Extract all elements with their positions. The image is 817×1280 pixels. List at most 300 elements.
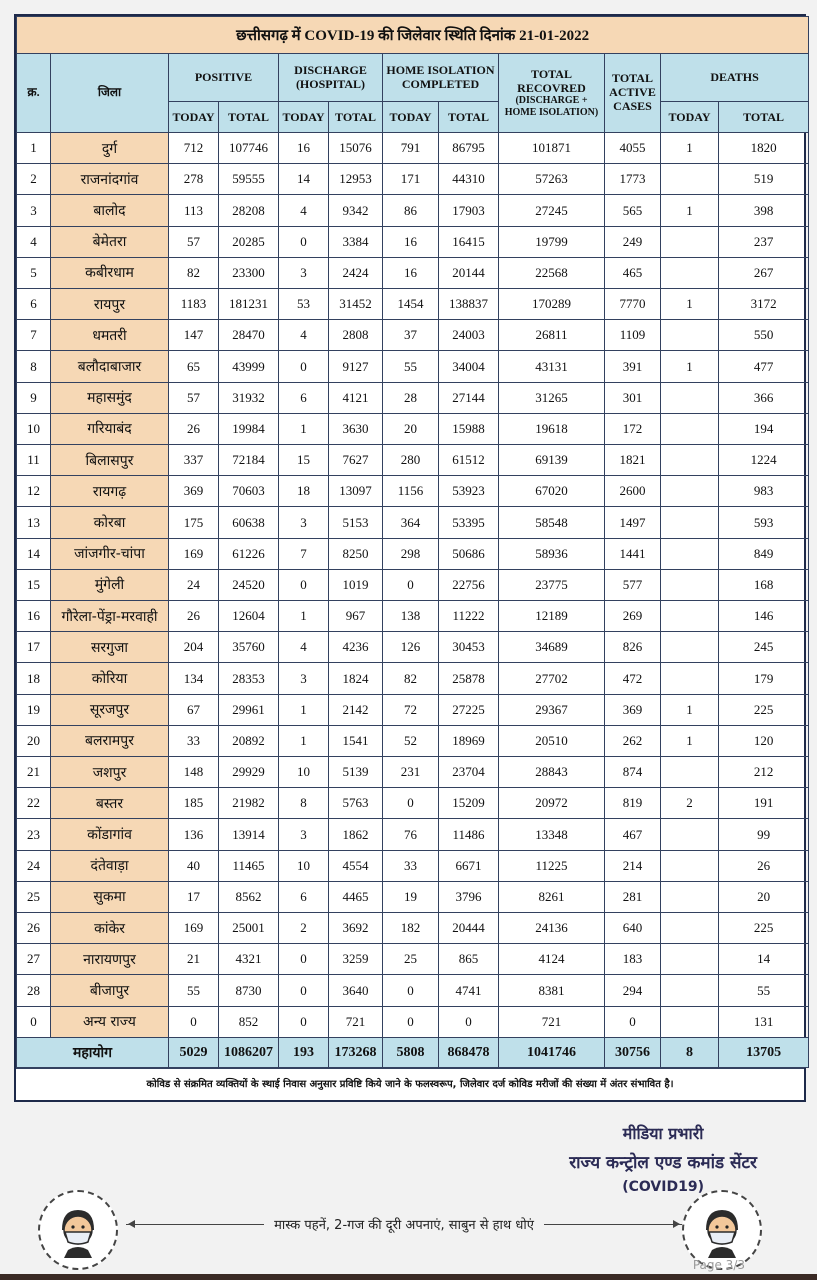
- row-dis-today: 3: [279, 819, 329, 850]
- table-row: [17, 632, 809, 663]
- row-death-total: 477: [719, 351, 809, 382]
- row-pos-today: 337: [169, 445, 219, 476]
- row-dis-today: 0: [279, 1006, 329, 1037]
- row-death-total: 593: [719, 507, 809, 538]
- row-active: 1109: [605, 320, 661, 351]
- row-sr: 26: [17, 913, 51, 944]
- row-dis-total: 3692: [329, 913, 383, 944]
- row-death-today: [661, 975, 719, 1006]
- row-active: 1441: [605, 538, 661, 569]
- row-pos-today: 369: [169, 476, 219, 507]
- row-active: 301: [605, 382, 661, 413]
- row-dis-total: 3384: [329, 226, 383, 257]
- report-title: छत्तीसगढ़ में COVID-19 की जिलेवार स्थिति दिनांक 21-01-2022: [17, 17, 809, 54]
- row-death-today: [661, 413, 719, 444]
- row-home-today: 86: [383, 195, 439, 226]
- row-pos-total: 12604: [219, 601, 279, 632]
- row-pos-total: 25001: [219, 913, 279, 944]
- header-active-line3: CASES: [613, 98, 652, 113]
- row-dis-today: 7: [279, 538, 329, 569]
- row-dis-today: 1: [279, 725, 329, 756]
- row-district: बालोद: [51, 195, 169, 226]
- row-death-today: 2: [661, 788, 719, 819]
- row-active: 1773: [605, 164, 661, 195]
- row-pos-total: 61226: [219, 538, 279, 569]
- row-death-today: [661, 850, 719, 881]
- row-dis-total: 5153: [329, 507, 383, 538]
- row-dis-total: 5139: [329, 757, 383, 788]
- row-home-total: 15209: [439, 788, 499, 819]
- row-pos-today: 147: [169, 320, 219, 351]
- row-dis-total: 4465: [329, 881, 383, 912]
- row-death-total: 20: [719, 881, 809, 912]
- row-recovered: 12189: [499, 601, 605, 632]
- table-row: [17, 694, 809, 725]
- row-dis-total: 721: [329, 1006, 383, 1037]
- row-home-total: 44310: [439, 164, 499, 195]
- footnote: कोविड से संक्रमित व्यक्तियों के स्थाई निवास अनुसार प्रविष्टि किये जाने के फलस्वरूप, जिलेवार दर्ज कोविड मरीजों की संख्या में अंतर संभावित है।: [16, 1068, 804, 1101]
- row-district: जशपुर: [51, 757, 169, 788]
- row-pos-today: 26: [169, 601, 219, 632]
- row-pos-today: 204: [169, 632, 219, 663]
- row-home-total: 27144: [439, 382, 499, 413]
- row-active: 294: [605, 975, 661, 1006]
- row-pos-total: 20892: [219, 725, 279, 756]
- row-sr: 12: [17, 476, 51, 507]
- row-dis-total: 1541: [329, 725, 383, 756]
- row-pos-today: 134: [169, 663, 219, 694]
- row-death-today: 1: [661, 195, 719, 226]
- row-home-today: 138: [383, 601, 439, 632]
- table-row: [17, 1006, 809, 1037]
- table-row: [17, 850, 809, 881]
- row-dis-today: 0: [279, 569, 329, 600]
- header-sr: क्र.: [17, 54, 51, 133]
- table-row: [17, 913, 809, 944]
- grand-total-label: महायोग: [17, 1038, 169, 1068]
- row-recovered: 29367: [499, 694, 605, 725]
- row-dis-total: 31452: [329, 289, 383, 320]
- row-pos-today: 136: [169, 819, 219, 850]
- table-row: [17, 725, 809, 756]
- header-active-line2: ACTIVE: [609, 85, 656, 100]
- row-district: बलरामपुर: [51, 725, 169, 756]
- header-home-line1: HOME ISOLATION: [386, 62, 495, 77]
- table-row: [17, 757, 809, 788]
- row-death-today: [661, 257, 719, 288]
- header-district: जिला: [51, 54, 169, 133]
- row-district: अन्य राज्य: [51, 1006, 169, 1037]
- row-home-today: 182: [383, 913, 439, 944]
- row-pos-today: 185: [169, 788, 219, 819]
- row-district: गौरेला-पेंड्रा-मरवाही: [51, 601, 169, 632]
- row-district: नारायणपुर: [51, 944, 169, 975]
- table-row: [17, 476, 809, 507]
- page-number: Page 3/3: [692, 1258, 745, 1272]
- row-home-today: 171: [383, 164, 439, 195]
- row-dis-total: 3630: [329, 413, 383, 444]
- row-death-total: 1224: [719, 445, 809, 476]
- row-dis-total: 4121: [329, 382, 383, 413]
- row-district: सूरजपुर: [51, 694, 169, 725]
- row-active: 249: [605, 226, 661, 257]
- row-death-total: 191: [719, 788, 809, 819]
- row-home-today: 20: [383, 413, 439, 444]
- row-active: 819: [605, 788, 661, 819]
- row-active: 281: [605, 881, 661, 912]
- row-home-total: 24003: [439, 320, 499, 351]
- row-sr: 10: [17, 413, 51, 444]
- row-death-total: 131: [719, 1006, 809, 1037]
- covid-report-sheet: [14, 14, 806, 1102]
- row-recovered: 13348: [499, 819, 605, 850]
- row-sr: 16: [17, 601, 51, 632]
- table-row: [17, 320, 809, 351]
- row-home-total: 20444: [439, 913, 499, 944]
- row-home-total: 34004: [439, 351, 499, 382]
- row-pos-today: 0: [169, 1006, 219, 1037]
- row-home-today: 298: [383, 538, 439, 569]
- row-active: 1821: [605, 445, 661, 476]
- row-pos-total: 8730: [219, 975, 279, 1006]
- row-home-today: 25: [383, 944, 439, 975]
- table-row: [17, 881, 809, 912]
- row-death-total: 983: [719, 476, 809, 507]
- row-sr: 9: [17, 382, 51, 413]
- table-row: [17, 382, 809, 413]
- row-dis-total: 2142: [329, 694, 383, 725]
- header-deaths-total: TOTAL: [719, 102, 809, 133]
- table-row: [17, 788, 809, 819]
- header-discharge-total: TOTAL: [329, 102, 383, 133]
- row-death-total: 550: [719, 320, 809, 351]
- row-dis-total: 9127: [329, 351, 383, 382]
- row-pos-total: 24520: [219, 569, 279, 600]
- row-recovered: 8261: [499, 881, 605, 912]
- row-dis-total: 3259: [329, 944, 383, 975]
- row-death-total: 99: [719, 819, 809, 850]
- district-status-table: [16, 16, 809, 1068]
- row-home-today: 33: [383, 850, 439, 881]
- row-dis-today: 15: [279, 445, 329, 476]
- row-home-total: 11222: [439, 601, 499, 632]
- row-home-total: 865: [439, 944, 499, 975]
- row-dis-total: 4554: [329, 850, 383, 881]
- row-sr: 14: [17, 538, 51, 569]
- row-dis-today: 1: [279, 694, 329, 725]
- row-recovered: 4124: [499, 944, 605, 975]
- row-pos-today: 169: [169, 538, 219, 569]
- row-recovered: 20972: [499, 788, 605, 819]
- row-pos-today: 175: [169, 507, 219, 538]
- row-home-today: 19: [383, 881, 439, 912]
- row-pos-total: 19984: [219, 413, 279, 444]
- row-sr: 25: [17, 881, 51, 912]
- header-total-active: [605, 54, 661, 133]
- row-death-today: [661, 881, 719, 912]
- row-district: बलौदाबाजार: [51, 351, 169, 382]
- row-death-total: 26: [719, 850, 809, 881]
- row-death-total: 225: [719, 694, 809, 725]
- row-dis-today: 0: [279, 944, 329, 975]
- grand-total-pos-total: 1086207: [219, 1038, 279, 1068]
- table-row: [17, 195, 809, 226]
- row-recovered: 67020: [499, 476, 605, 507]
- row-death-today: 1: [661, 725, 719, 756]
- row-dis-today: 8: [279, 788, 329, 819]
- row-death-total: 237: [719, 226, 809, 257]
- row-sr: 17: [17, 632, 51, 663]
- row-sr: 7: [17, 320, 51, 351]
- row-recovered: 26811: [499, 320, 605, 351]
- row-sr: 6: [17, 289, 51, 320]
- row-home-total: 6671: [439, 850, 499, 881]
- row-home-today: 76: [383, 819, 439, 850]
- row-recovered: 101871: [499, 133, 605, 164]
- row-dis-total: 3640: [329, 975, 383, 1006]
- row-home-total: 30453: [439, 632, 499, 663]
- table-row: [17, 819, 809, 850]
- row-pos-total: 4321: [219, 944, 279, 975]
- header-positive: POSITIVE: [169, 54, 279, 102]
- row-home-today: 52: [383, 725, 439, 756]
- row-dis-total: 4236: [329, 632, 383, 663]
- row-active: 467: [605, 819, 661, 850]
- slogan-bar: [126, 1212, 682, 1236]
- grand-total-death-today: 8: [661, 1038, 719, 1068]
- row-pos-total: 60638: [219, 507, 279, 538]
- row-pos-total: 21982: [219, 788, 279, 819]
- row-dis-today: 14: [279, 164, 329, 195]
- header-discharge-today: TODAY: [279, 102, 329, 133]
- row-home-total: 17903: [439, 195, 499, 226]
- row-recovered: 19618: [499, 413, 605, 444]
- row-dis-today: 3: [279, 257, 329, 288]
- row-active: 2600: [605, 476, 661, 507]
- row-pos-total: 72184: [219, 445, 279, 476]
- row-sr: 11: [17, 445, 51, 476]
- row-active: 269: [605, 601, 661, 632]
- table-row: [17, 164, 809, 195]
- table-row: [17, 413, 809, 444]
- row-pos-today: 24: [169, 569, 219, 600]
- row-home-today: 0: [383, 1006, 439, 1037]
- row-district: धमतरी: [51, 320, 169, 351]
- row-dis-today: 2: [279, 913, 329, 944]
- row-district: बीजापुर: [51, 975, 169, 1006]
- table-row: [17, 601, 809, 632]
- row-dis-total: 1019: [329, 569, 383, 600]
- row-death-total: 212: [719, 757, 809, 788]
- row-dis-total: 2808: [329, 320, 383, 351]
- row-home-total: 15988: [439, 413, 499, 444]
- row-active: 214: [605, 850, 661, 881]
- row-home-today: 82: [383, 663, 439, 694]
- row-pos-total: 181231: [219, 289, 279, 320]
- row-pos-total: 20285: [219, 226, 279, 257]
- row-sr: 24: [17, 850, 51, 881]
- table-row: [17, 663, 809, 694]
- row-recovered: 28843: [499, 757, 605, 788]
- row-active: 465: [605, 257, 661, 288]
- row-pos-total: 35760: [219, 632, 279, 663]
- row-death-total: 146: [719, 601, 809, 632]
- row-home-today: 37: [383, 320, 439, 351]
- row-sr: 18: [17, 663, 51, 694]
- row-district: बस्तर: [51, 788, 169, 819]
- row-home-today: 280: [383, 445, 439, 476]
- row-pos-total: 31932: [219, 382, 279, 413]
- signature-line1: मीडिया प्रभारी: [622, 1124, 704, 1143]
- row-death-today: [661, 663, 719, 694]
- row-home-today: 364: [383, 507, 439, 538]
- header-recovered-line1: TOTAL: [531, 66, 572, 81]
- row-dis-today: 18: [279, 476, 329, 507]
- header-home-line2: COMPLETED: [401, 76, 480, 91]
- table-row: [17, 538, 809, 569]
- header-deaths: DEATHS: [661, 54, 809, 102]
- row-district: सरगुजा: [51, 632, 169, 663]
- row-pos-total: 23300: [219, 257, 279, 288]
- header-discharge-line2: (HOSPITAL): [295, 76, 366, 91]
- grand-total-death-total: 13705: [719, 1038, 809, 1068]
- row-home-today: 16: [383, 226, 439, 257]
- row-pos-total: 13914: [219, 819, 279, 850]
- row-dis-today: 3: [279, 663, 329, 694]
- row-recovered: 57263: [499, 164, 605, 195]
- row-home-total: 25878: [439, 663, 499, 694]
- row-home-today: 0: [383, 569, 439, 600]
- row-recovered: 24136: [499, 913, 605, 944]
- row-active: 391: [605, 351, 661, 382]
- row-recovered: 43131: [499, 351, 605, 382]
- row-dis-total: 1824: [329, 663, 383, 694]
- row-sr: 21: [17, 757, 51, 788]
- row-pos-today: 169: [169, 913, 219, 944]
- row-district: गरियाबंद: [51, 413, 169, 444]
- row-active: 1497: [605, 507, 661, 538]
- row-sr: 28: [17, 975, 51, 1006]
- row-death-total: 179: [719, 663, 809, 694]
- row-dis-today: 10: [279, 850, 329, 881]
- row-pos-today: 148: [169, 757, 219, 788]
- row-home-total: 86795: [439, 133, 499, 164]
- row-sr: 8: [17, 351, 51, 382]
- row-home-today: 231: [383, 757, 439, 788]
- row-district: सुकमा: [51, 881, 169, 912]
- table-row: [17, 351, 809, 382]
- row-death-today: [661, 382, 719, 413]
- row-home-total: 3796: [439, 881, 499, 912]
- row-pos-total: 11465: [219, 850, 279, 881]
- row-recovered: 8381: [499, 975, 605, 1006]
- left-arrow-icon: [126, 1224, 264, 1225]
- row-pos-today: 82: [169, 257, 219, 288]
- row-recovered: 22568: [499, 257, 605, 288]
- row-home-total: 27225: [439, 694, 499, 725]
- row-pos-today: 57: [169, 382, 219, 413]
- table-row: [17, 226, 809, 257]
- row-active: 472: [605, 663, 661, 694]
- row-district: जांजगीर-चांपा: [51, 538, 169, 569]
- row-death-today: [661, 569, 719, 600]
- table-row: [17, 289, 809, 320]
- row-active: 565: [605, 195, 661, 226]
- row-district: कबीरधाम: [51, 257, 169, 288]
- row-pos-today: 57: [169, 226, 219, 257]
- row-pos-today: 33: [169, 725, 219, 756]
- row-pos-today: 65: [169, 351, 219, 382]
- row-active: 262: [605, 725, 661, 756]
- header-recovered-line3: (DISCHARGE +: [515, 95, 588, 107]
- row-district: दंतेवाड़ा: [51, 850, 169, 881]
- row-recovered: 27702: [499, 663, 605, 694]
- row-dis-total: 13097: [329, 476, 383, 507]
- row-sr: 13: [17, 507, 51, 538]
- row-death-total: 366: [719, 382, 809, 413]
- row-home-total: 61512: [439, 445, 499, 476]
- row-home-today: 55: [383, 351, 439, 382]
- row-death-total: 168: [719, 569, 809, 600]
- row-district: कांकेर: [51, 913, 169, 944]
- row-district: रायगढ़: [51, 476, 169, 507]
- row-active: 874: [605, 757, 661, 788]
- row-death-today: [661, 1006, 719, 1037]
- row-pos-today: 113: [169, 195, 219, 226]
- row-death-total: 194: [719, 413, 809, 444]
- row-death-today: [661, 164, 719, 195]
- signature-block: [569, 1122, 757, 1195]
- right-arrow-icon: [544, 1224, 682, 1225]
- row-dis-today: 0: [279, 226, 329, 257]
- row-sr: 2: [17, 164, 51, 195]
- table-row: [17, 257, 809, 288]
- row-pos-total: 28470: [219, 320, 279, 351]
- row-home-total: 11486: [439, 819, 499, 850]
- row-sr: 23: [17, 819, 51, 850]
- row-death-today: [661, 819, 719, 850]
- row-recovered: 31265: [499, 382, 605, 413]
- row-district: रायपुर: [51, 289, 169, 320]
- row-death-total: 120: [719, 725, 809, 756]
- row-dis-total: 12953: [329, 164, 383, 195]
- row-home-today: 28: [383, 382, 439, 413]
- row-district: कोंडागांव: [51, 819, 169, 850]
- row-dis-today: 16: [279, 133, 329, 164]
- table-row: [17, 569, 809, 600]
- row-home-total: 53923: [439, 476, 499, 507]
- row-pos-total: 29929: [219, 757, 279, 788]
- row-pos-today: 40: [169, 850, 219, 881]
- row-active: 0: [605, 1006, 661, 1037]
- grand-total-home-total: 868478: [439, 1038, 499, 1068]
- row-dis-today: 10: [279, 757, 329, 788]
- grand-total-home-today: 5808: [383, 1038, 439, 1068]
- row-home-total: 16415: [439, 226, 499, 257]
- row-recovered: 27245: [499, 195, 605, 226]
- row-district: दुर्ग: [51, 133, 169, 164]
- row-home-today: 0: [383, 975, 439, 1006]
- row-recovered: 170289: [499, 289, 605, 320]
- row-home-total: 0: [439, 1006, 499, 1037]
- table-row: [17, 445, 809, 476]
- row-district: महासमुंद: [51, 382, 169, 413]
- row-recovered: 58548: [499, 507, 605, 538]
- slogan-text: मास्क पहनें, 2-गज की दूरी अपनाएं, साबुन से हाथ धोएं: [274, 1218, 534, 1233]
- row-pos-total: 852: [219, 1006, 279, 1037]
- row-pos-total: 28353: [219, 663, 279, 694]
- table-row: [17, 944, 809, 975]
